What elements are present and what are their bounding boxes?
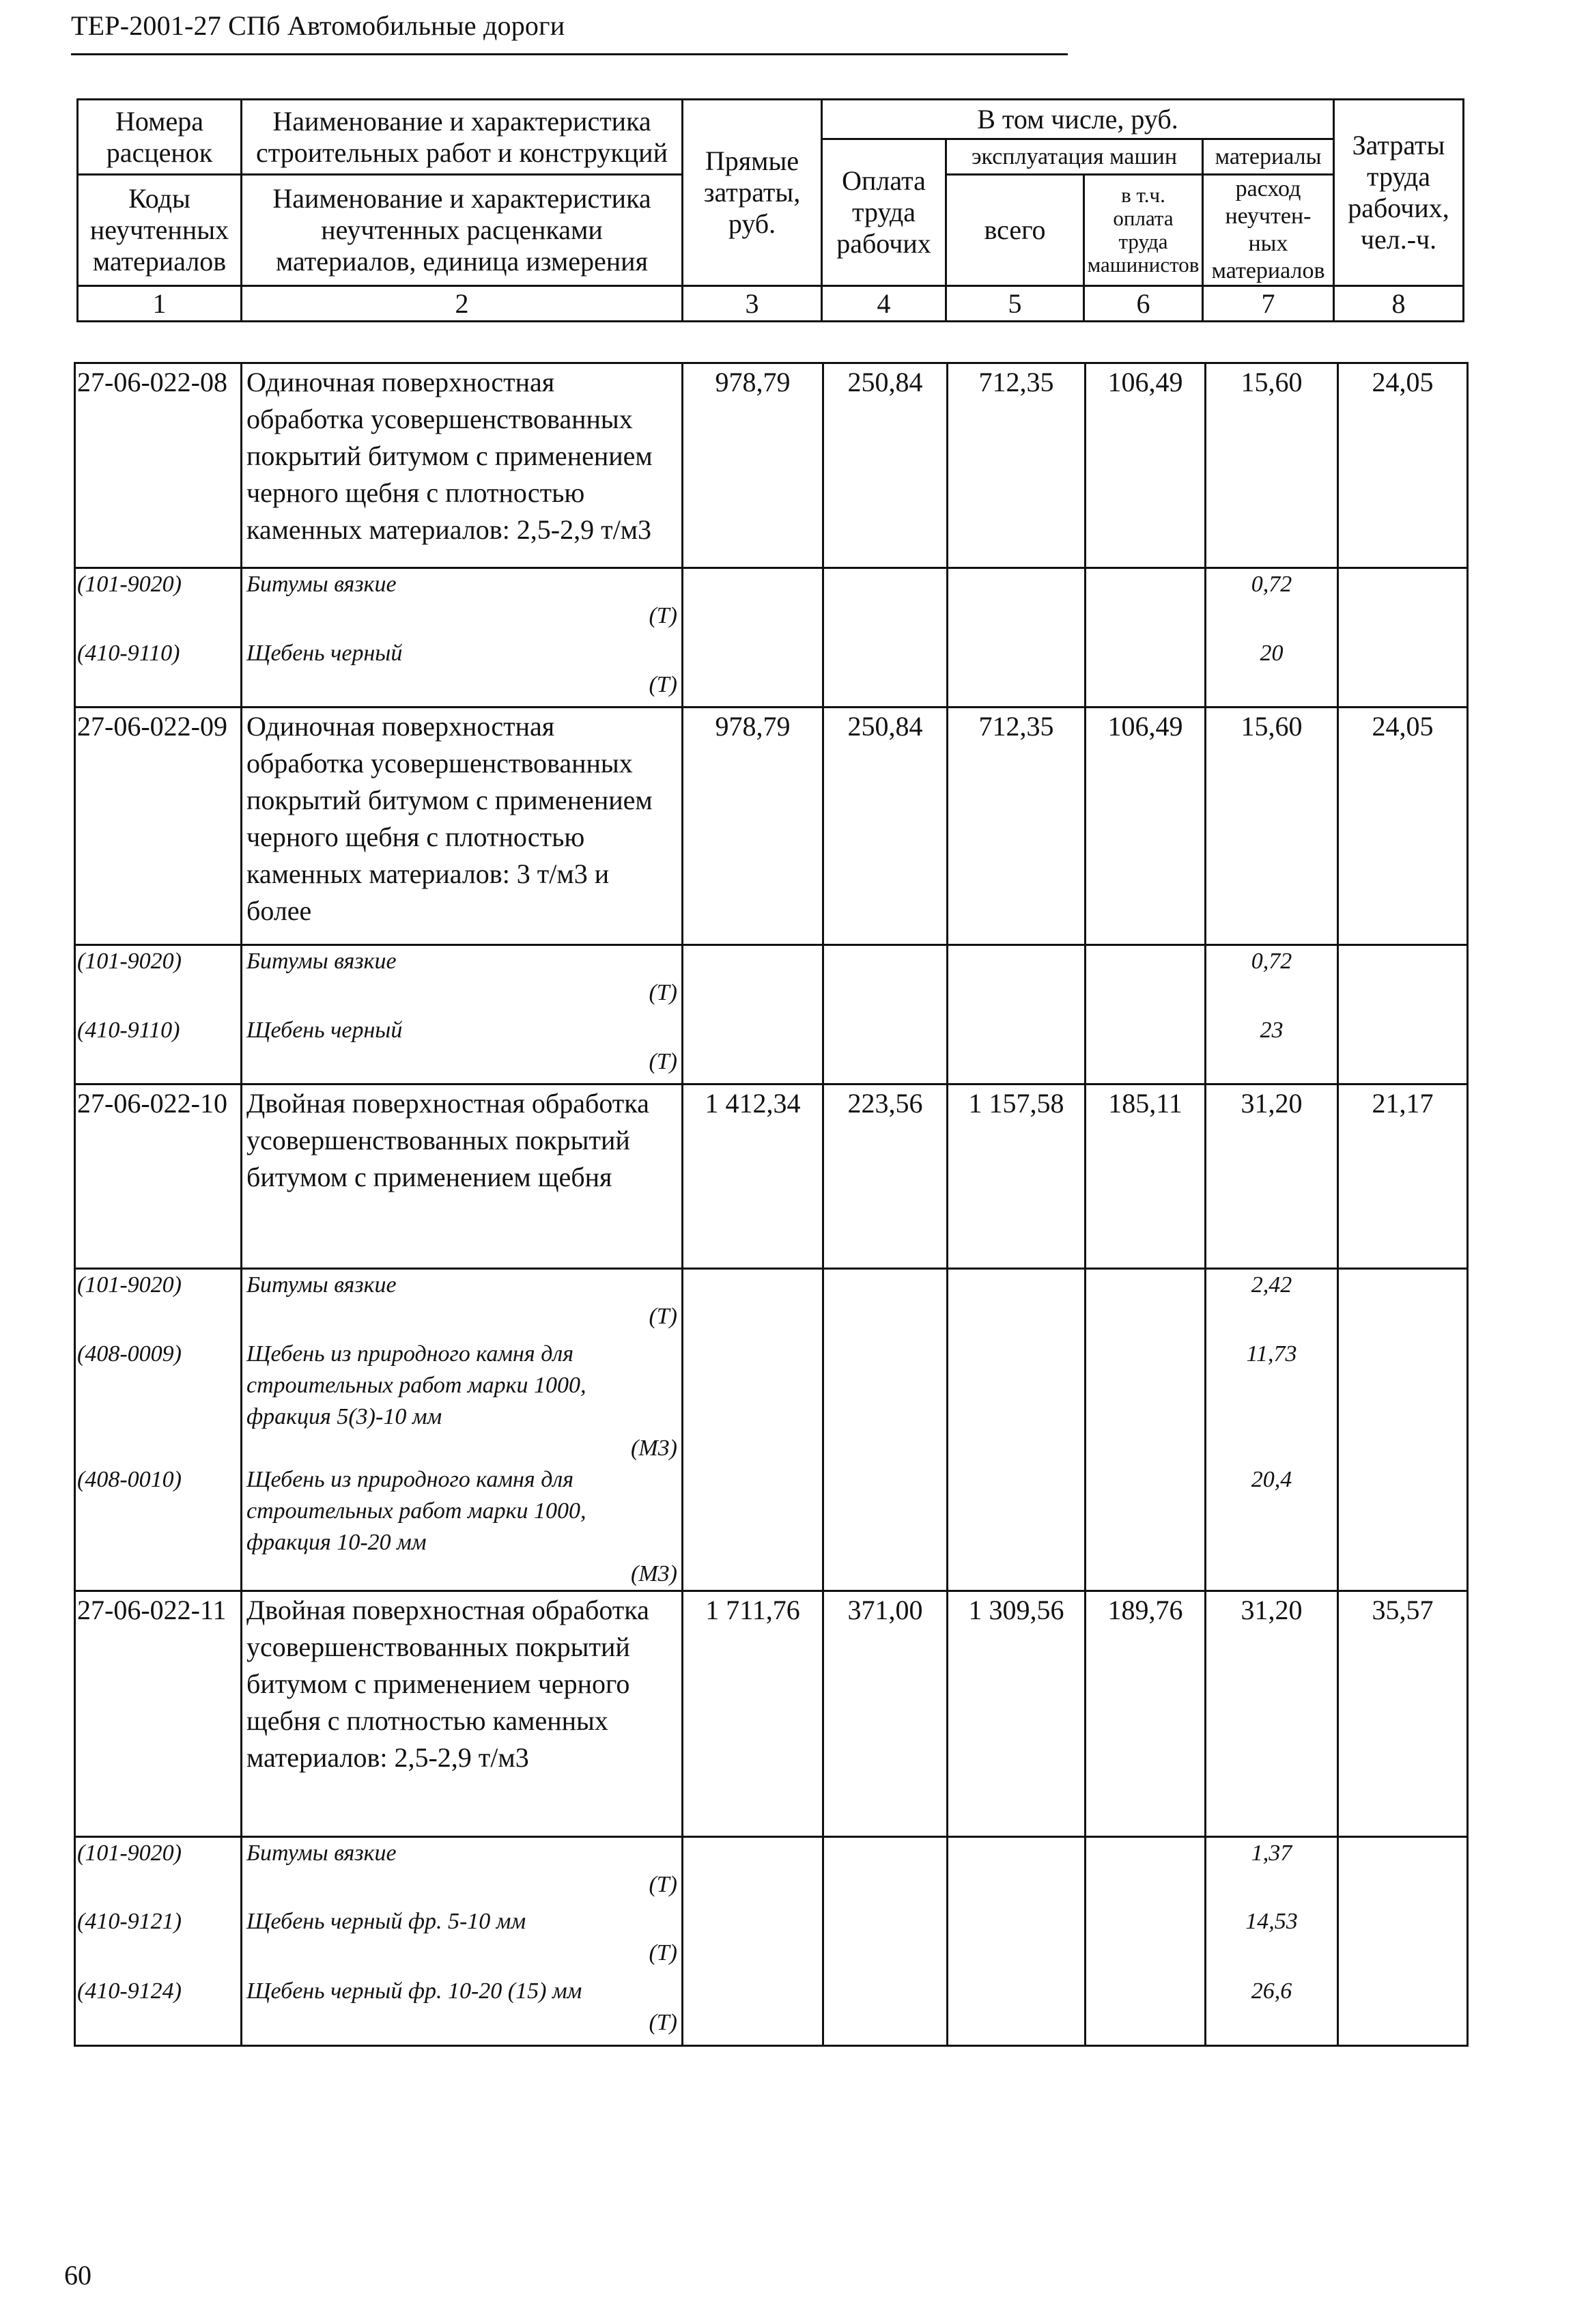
- material-amount: 11,73: [1206, 1339, 1338, 1464]
- rate-name-line: каменных материалов: 2,5-2,9 т/м3: [246, 514, 652, 545]
- material-code: (101-9020): [75, 1269, 242, 1339]
- material-name-line: Щебень черный фр. 10-20 (15) мм: [246, 1978, 582, 2004]
- empty-cell: [1338, 568, 1468, 638]
- empty-cell: [1086, 945, 1206, 1015]
- material-row: [75, 1976, 1468, 2045]
- rates-table: [74, 362, 1469, 2047]
- rate-name-line: каменных материалов: 3 т/м3 и: [246, 858, 610, 889]
- material-name-line: Битумы вязкие: [246, 1272, 397, 1298]
- rate-code: 27-06-022-08: [75, 363, 242, 568]
- rate-name-line: Двойная поверхностная обработка: [246, 1594, 649, 1625]
- material-name: [242, 568, 683, 638]
- rate-name-line: черного щебня с плотностью: [246, 822, 585, 852]
- material-row: [75, 1836, 1468, 1906]
- rate-name-line: обработка усовершенствованных: [246, 748, 633, 779]
- material-amount: 2,42: [1206, 1269, 1338, 1339]
- header-material-name: Наименование и характеристика неучтенных расценками материалов, единица измерения: [242, 175, 683, 286]
- labor-pay: 250,84: [823, 708, 948, 945]
- col-number: 6: [1084, 286, 1203, 322]
- empty-cell: [1338, 1015, 1468, 1084]
- col-number: 1: [78, 286, 242, 322]
- material-name-line: Битумы вязкие: [246, 572, 397, 597]
- rate-row: [75, 1084, 1468, 1269]
- empty-cell: [1086, 1015, 1206, 1084]
- material-code: (410-9124): [75, 1976, 242, 2045]
- material-row: [75, 945, 1468, 1015]
- material-unit: (Т): [649, 2010, 677, 2035]
- empty-cell: [823, 1976, 948, 2045]
- empty-cell: [823, 568, 948, 638]
- material-row: [75, 638, 1468, 708]
- empty-cell: [683, 1464, 823, 1591]
- material-unit: (Т): [649, 1304, 677, 1329]
- page-header: ТЕР-2001-27 СПб Автомобильные дороги: [71, 10, 565, 41]
- material-name: [242, 1015, 683, 1084]
- material-row: [75, 1464, 1468, 1591]
- rate-name-line: усовершенствованных покрытий: [246, 1631, 630, 1662]
- material-code: (410-9121): [75, 1906, 242, 1976]
- header-rule: [71, 53, 1068, 55]
- labor-hours: 24,05: [1338, 363, 1468, 568]
- material-code: (101-9020): [75, 568, 242, 638]
- empty-cell: [683, 1836, 823, 1906]
- machines-total: 712,35: [948, 708, 1086, 945]
- material-name-line: Битумы вязкие: [246, 1840, 397, 1866]
- header-codes: Коды неучтенных материалов: [78, 175, 242, 286]
- empty-cell: [683, 1269, 823, 1339]
- rate-code: 27-06-022-10: [75, 1084, 242, 1269]
- empty-cell: [1338, 1269, 1468, 1339]
- material-name: [242, 945, 683, 1015]
- material-name: [242, 1269, 683, 1339]
- col-number: 2: [242, 286, 683, 322]
- material-name-line: строительных работ марки 1000,: [246, 1372, 586, 1398]
- machines-total: 712,35: [948, 363, 1086, 568]
- header-materials: материалы: [1203, 139, 1334, 175]
- machinists-pay: 106,49: [1086, 363, 1206, 568]
- rate-row: [75, 363, 1468, 568]
- rate-name-line: материалов: 2,5-2,9 т/м3: [246, 1741, 529, 1773]
- labor-hours: 24,05: [1338, 708, 1468, 945]
- col-number: 8: [1334, 286, 1464, 322]
- material-code: (408-0010): [75, 1464, 242, 1591]
- rate-name-line: Одиночная поверхностная: [246, 711, 555, 742]
- rate-name-line: покрытий битумом с применением: [246, 785, 653, 815]
- empty-cell: [683, 568, 823, 638]
- empty-cell: [823, 1269, 948, 1339]
- rate-name-line: обработка усовершенствованных: [246, 404, 633, 434]
- empty-cell: [1338, 638, 1468, 708]
- direct-costs: 1 711,76: [683, 1591, 823, 1836]
- rate-name-line: Двойная поверхностная обработка: [246, 1088, 649, 1119]
- header-direct-costs: Прямые затраты, руб.: [683, 100, 822, 286]
- material-amount: 0,72: [1206, 568, 1338, 638]
- empty-cell: [948, 1976, 1086, 2045]
- material-name: [242, 1906, 683, 1976]
- empty-cell: [948, 945, 1086, 1015]
- material-name-line: Щебень черный фр. 5-10 мм: [246, 1909, 526, 1934]
- header-machines-total: всего: [946, 175, 1084, 286]
- empty-cell: [1086, 1464, 1206, 1591]
- empty-cell: [683, 1976, 823, 2045]
- empty-cell: [948, 638, 1086, 708]
- material-unit: (Т): [649, 1871, 677, 1897]
- labor-pay: 223,56: [823, 1084, 948, 1269]
- rate-code: 27-06-022-11: [75, 1591, 242, 1836]
- empty-cell: [683, 1015, 823, 1084]
- header-materials-usage: расход неучтен- ных материалов: [1203, 175, 1334, 286]
- materials-cost: 15,60: [1206, 363, 1338, 568]
- material-name: [242, 1339, 683, 1464]
- material-amount: 26,6: [1206, 1976, 1338, 2045]
- materials-cost: 31,20: [1206, 1591, 1338, 1836]
- empty-cell: [1338, 1976, 1468, 2045]
- rate-name-line: битумом с применением черного: [246, 1668, 630, 1699]
- machines-total: 1 157,58: [948, 1084, 1086, 1269]
- material-amount: 20: [1206, 638, 1338, 708]
- material-code: (101-9020): [75, 1836, 242, 1906]
- rate-row: [75, 1591, 1468, 1836]
- header-including: В том числе, руб.: [822, 100, 1334, 139]
- col-number: 4: [822, 286, 946, 322]
- rate-name-line: Одиночная поверхностная: [246, 367, 555, 397]
- material-unit: (Т): [649, 671, 677, 697]
- direct-costs: 1 412,34: [683, 1084, 823, 1269]
- material-name-line: фракция 10-20 мм: [246, 1529, 427, 1555]
- empty-cell: [1338, 1464, 1468, 1591]
- material-name: [242, 638, 683, 708]
- material-row: [75, 1906, 1468, 1976]
- col-number: 5: [946, 286, 1084, 322]
- empty-cell: [1338, 945, 1468, 1015]
- material-name-line: Щебень из природного камня для: [246, 1466, 574, 1492]
- material-row: [75, 568, 1468, 638]
- empty-cell: [683, 1906, 823, 1976]
- labor-pay: 250,84: [823, 363, 948, 568]
- empty-cell: [823, 1906, 948, 1976]
- rate-name-line: покрытий битумом с применением: [246, 440, 653, 471]
- material-row: [75, 1015, 1468, 1084]
- empty-cell: [1086, 1906, 1206, 1976]
- page-number: 60: [64, 2260, 91, 2291]
- table-header: [76, 98, 1464, 322]
- rate-name-line: черного щебня с плотностью: [246, 477, 585, 508]
- material-unit: (М3): [631, 1560, 677, 1586]
- machinists-pay: 189,76: [1086, 1591, 1206, 1836]
- empty-cell: [823, 945, 948, 1015]
- material-code: (408-0009): [75, 1339, 242, 1464]
- machinists-pay: 106,49: [1086, 708, 1206, 945]
- empty-cell: [683, 638, 823, 708]
- machinists-pay: 185,11: [1086, 1084, 1206, 1269]
- empty-cell: [1338, 1339, 1468, 1464]
- material-name-line: Щебень из природного камня для: [246, 1341, 574, 1367]
- material-amount: 23: [1206, 1015, 1338, 1084]
- empty-cell: [948, 1836, 1086, 1906]
- empty-cell: [823, 1836, 948, 1906]
- material-amount: 1,37: [1206, 1836, 1338, 1906]
- material-name-line: фракция 5(3)-10 мм: [246, 1403, 442, 1429]
- empty-cell: [1086, 638, 1206, 708]
- rate-name-line: более: [246, 895, 312, 926]
- labor-pay: 371,00: [823, 1591, 948, 1836]
- empty-cell: [1338, 1836, 1468, 1906]
- empty-cell: [1338, 1906, 1468, 1976]
- rate-row: [75, 708, 1468, 945]
- rate-name-line: щебня с плотностью каменных: [246, 1705, 608, 1736]
- direct-costs: 978,79: [683, 708, 823, 945]
- empty-cell: [948, 1464, 1086, 1591]
- rate-name: [242, 708, 683, 945]
- materials-cost: 15,60: [1206, 708, 1338, 945]
- empty-cell: [1086, 1836, 1206, 1906]
- material-unit: (Т): [649, 980, 677, 1005]
- empty-cell: [823, 1339, 948, 1464]
- empty-cell: [1086, 1269, 1206, 1339]
- material-code: (410-9110): [75, 1015, 242, 1084]
- labor-hours: 21,17: [1338, 1084, 1468, 1269]
- col-number: 7: [1203, 286, 1334, 322]
- header-machines: эксплуатация машин: [946, 139, 1203, 175]
- material-unit: (Т): [649, 1940, 677, 1965]
- material-amount: 0,72: [1206, 945, 1338, 1015]
- rate-name: [242, 1591, 683, 1836]
- material-row: [75, 1269, 1468, 1339]
- direct-costs: 978,79: [683, 363, 823, 568]
- material-unit: (М3): [631, 1435, 677, 1461]
- empty-cell: [1086, 568, 1206, 638]
- material-amount: 20,4: [1206, 1464, 1338, 1591]
- material-row: [75, 1339, 1468, 1464]
- empty-cell: [948, 1015, 1086, 1084]
- materials-cost: 31,20: [1206, 1084, 1338, 1269]
- rate-name-line: битумом с применением щебня: [246, 1162, 612, 1192]
- header-labor-hours: Затраты труда рабочих, чел.-ч.: [1334, 100, 1464, 286]
- empty-cell: [683, 1339, 823, 1464]
- material-unit: (Т): [649, 1048, 677, 1074]
- rate-code: 27-06-022-09: [75, 708, 242, 945]
- header-labor-pay: Оплата труда рабочих: [822, 139, 946, 286]
- rate-name: [242, 1084, 683, 1269]
- material-name-line: строительных работ марки 1000,: [246, 1498, 586, 1524]
- header-work-name: Наименование и характеристика строительных работ и конструкций: [242, 100, 683, 175]
- empty-cell: [823, 1464, 948, 1591]
- rate-name: [242, 363, 683, 568]
- empty-cell: [1086, 1976, 1206, 2045]
- empty-cell: [948, 1339, 1086, 1464]
- material-name-line: Щебень черный: [246, 1017, 403, 1043]
- machines-total: 1 309,56: [948, 1591, 1086, 1836]
- header-rate-numbers: Номера расценок: [78, 100, 242, 175]
- material-code: (410-9110): [75, 638, 242, 708]
- material-name-line: Битумы вязкие: [246, 949, 397, 974]
- empty-cell: [823, 1015, 948, 1084]
- material-name-line: Щебень черный: [246, 640, 403, 666]
- material-amount: 14,53: [1206, 1906, 1338, 1976]
- empty-cell: [823, 638, 948, 708]
- rate-name-line: усовершенствованных покрытий: [246, 1125, 630, 1156]
- empty-cell: [683, 945, 823, 1015]
- col-number: 3: [683, 286, 822, 322]
- header-machinists-pay: в т.ч. оплата труда машинистов: [1084, 175, 1203, 286]
- material-name: [242, 1464, 683, 1591]
- empty-cell: [948, 568, 1086, 638]
- empty-cell: [1086, 1339, 1206, 1464]
- material-unit: (Т): [649, 603, 677, 628]
- empty-cell: [948, 1269, 1086, 1339]
- labor-hours: 35,57: [1338, 1591, 1468, 1836]
- material-name: [242, 1976, 683, 2045]
- material-code: (101-9020): [75, 945, 242, 1015]
- empty-cell: [948, 1906, 1086, 1976]
- material-name: [242, 1836, 683, 1906]
